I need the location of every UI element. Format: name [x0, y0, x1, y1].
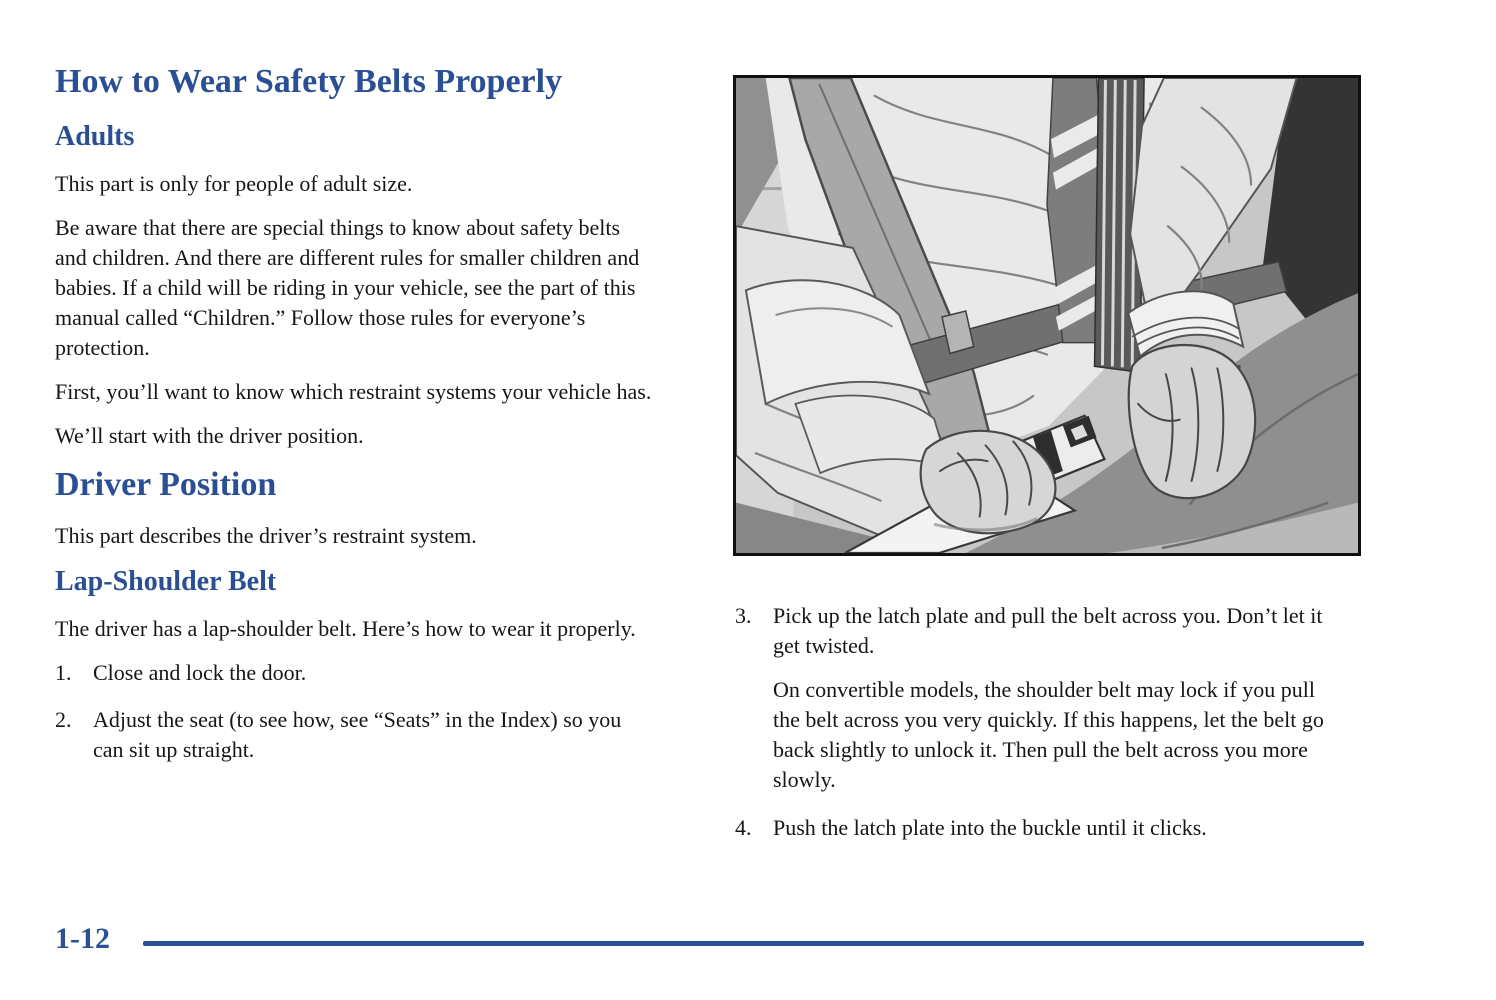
paragraph-adult-size: This part is only for people of adult size. [55, 171, 413, 196]
list-item-step-2 [55, 705, 695, 765]
right-column [735, 601, 1415, 843]
list-number: 3. [735, 603, 752, 628]
list-text: Adjust the seat (to see how, see “Seats” in the Index) so you can sit up straight. [93, 707, 622, 762]
footer-rule [143, 941, 1364, 946]
paragraph-first-restraints: First, you’ll want to know which restraint systems your vehicle has. [55, 379, 652, 404]
list-number: 4. [735, 815, 752, 840]
step-3-text: Pick up the latch plate and pull the belt across you. Don’t let it get twisted. [773, 603, 1323, 658]
paragraph-start-driver: We’ll start with the driver position. [55, 423, 364, 448]
step-4-text: Push the latch plate into the buckle until it clicks. [773, 815, 1207, 840]
paragraph-be-aware: Be aware that there are special things to know about safety belts and children. And there are different rules for smaller children and babies. If a child will be riding in your vehicle, see the part of this manual called “Children.” Follow those rules for everyone’s protection. [55, 215, 640, 360]
subsection-title-lap-shoulder-belt: Lap-Shoulder Belt [55, 566, 277, 597]
list-item-step-3 [735, 601, 1415, 795]
list-number: 1. [55, 660, 72, 685]
figure-seatbelt-illustration [733, 75, 1361, 556]
section-title-driver-position: Driver Position [55, 466, 277, 503]
paragraph-describes-restraint: This part describes the driver’s restraint system. [55, 523, 477, 548]
list-text [773, 601, 1333, 795]
page-number: 1-12 [55, 922, 110, 955]
left-column [55, 62, 695, 782]
section-title-safety-belts: How to Wear Safety Belts Properly [55, 63, 563, 100]
seatbelt-buckling-drawing [736, 78, 1358, 553]
list-item-step-4 [735, 813, 1415, 843]
subsection-title-adults: Adults [55, 121, 135, 152]
steps-list-1-2 [55, 658, 695, 765]
list-item-step-1 [55, 658, 695, 688]
list-text: Close and lock the door. [93, 660, 307, 685]
step-3-note: On convertible models, the shoulder belt may lock if you pull the belt across you very quickly. If this happens, let the belt go back slightly to unlock it. Then pull the belt across you more slowly. [773, 677, 1324, 792]
list-number: 2. [55, 707, 72, 732]
paragraph-driver-has-belt: The driver has a lap-shoulder belt. Here’s how to wear it properly. [55, 616, 636, 641]
